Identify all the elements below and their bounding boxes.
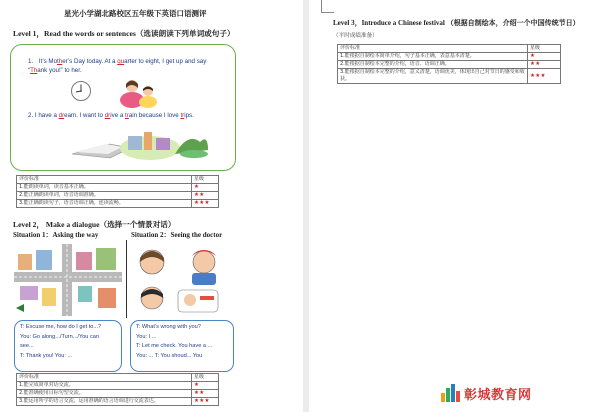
dialog1-line: You: Go along.../Turn.../You can [20,334,99,340]
criteria-cell: 3.能运用所学的语言交流，运用准确的语言语调进行交流表达。 [17,398,192,406]
dialog1-line: T: Thank you! You: ... [20,353,73,359]
table-header-row [17,176,219,184]
situation1-label: Situation 1：Asking the way [13,231,99,239]
street-map-illustration [14,244,122,316]
dialog2-line: T: Let me check. You have a ... [136,343,213,349]
level2-rubric-table [16,373,219,406]
sentence-1: 1. It’s Mother’s Day today. At a quarter to eight, I get up and say [28,58,207,65]
table-header-cell: 评价标准 [17,374,192,382]
table-header-cell: 星级 [192,374,219,382]
level3-rubric-table [337,44,561,84]
table-row [338,53,561,61]
star-rating-cell: ★ [192,382,219,390]
sentence-1-continued: “Thank you!” to her. [28,67,82,74]
dialog1-line: T: Excuse me, how do I get to...? [20,324,102,330]
table-header-cell: 星级 [192,176,219,184]
dialog1-line: see... [20,343,34,349]
level1-rubric-table [16,175,219,208]
clock-icon [70,80,92,102]
table-header-cell: 评价标准 [338,45,528,53]
mother-child-illustration [118,76,160,108]
table-row [17,192,219,200]
table-row [338,69,561,84]
star-rating-cell: ★ [528,53,561,61]
level3-note: （平时成绩准备） [333,33,378,39]
criteria-cell: 3.能正确朗读句子，语音语调正确，连读流畅。 [17,200,192,208]
page-title: 星光小学湖北路校区五年级下英语口语测评 [64,9,207,18]
dialog2-line: T: What’s wrong with you? [136,324,201,330]
doctor-illustration [130,244,226,316]
criteria-cell: 3.能根据自制绘本完整的介绍，意义清楚，语调优美，体现出自己对节日的感受和收获。 [338,69,528,84]
table-header-row [17,374,219,382]
criteria-cell: 2.能准确使用目标句型交流。 [17,390,192,398]
star-rating-cell: ★★ [192,192,219,200]
sentence-2: 2. I have a dream. I want to drive a train because I love trips. [28,112,194,119]
criteria-cell: 2.能正确朗读单词，语音语调准确。 [17,192,192,200]
table-row [17,398,219,406]
criteria-cell: 1.能根据自制绘本简单介绍，句子基本正确，表意基本清楚。 [338,53,528,61]
train-trip-illustration [70,124,210,162]
table-row [17,382,219,390]
table-row [17,390,219,398]
right-page [309,0,600,412]
table-header-row [338,45,561,53]
star-rating-cell: ★★ [192,390,219,398]
level3-heading: Level 3，Introduce a Chinese festival （根据自制绘本，介绍一个中国传统节日） [333,19,580,27]
level2-heading: Level 2， Make a dialogue（选择一个情景对话） [13,220,176,229]
divider-line [126,240,127,318]
table-header-cell: 星级 [528,45,561,53]
criteria-cell: 2.能根据自制绘本完整的介绍，语音、语调正确。 [338,61,528,69]
table-row [338,61,561,69]
criteria-cell: 1.能完成简单对话交流。 [17,382,192,390]
star-rating-cell: ★★ [528,61,561,69]
star-rating-cell: ★ [192,184,219,192]
situation2-label: Situation 2：Seeing the doctor [131,231,223,239]
star-rating-cell: ★★★ [528,69,561,84]
watermark-text: 彰城教育网 [464,388,532,403]
criteria-cell: 1.能朗读单词，读音基本正确。 [17,184,192,192]
level1-heading: Level 1，Read the words or sentences（选读朗读下列单词或句子） [13,29,235,38]
dialog2-line: You: I ... [136,334,157,340]
logo-icon [439,382,461,404]
star-rating-cell: ★★★ [192,398,219,406]
table-header-cell: 评价标准 [17,176,192,184]
crop-mark [321,0,334,13]
table-row [17,184,219,192]
table-row [17,200,219,208]
dialog2-line: You: ... T: You shoud... You [136,353,203,359]
star-rating-cell: ★★★ [192,200,219,208]
